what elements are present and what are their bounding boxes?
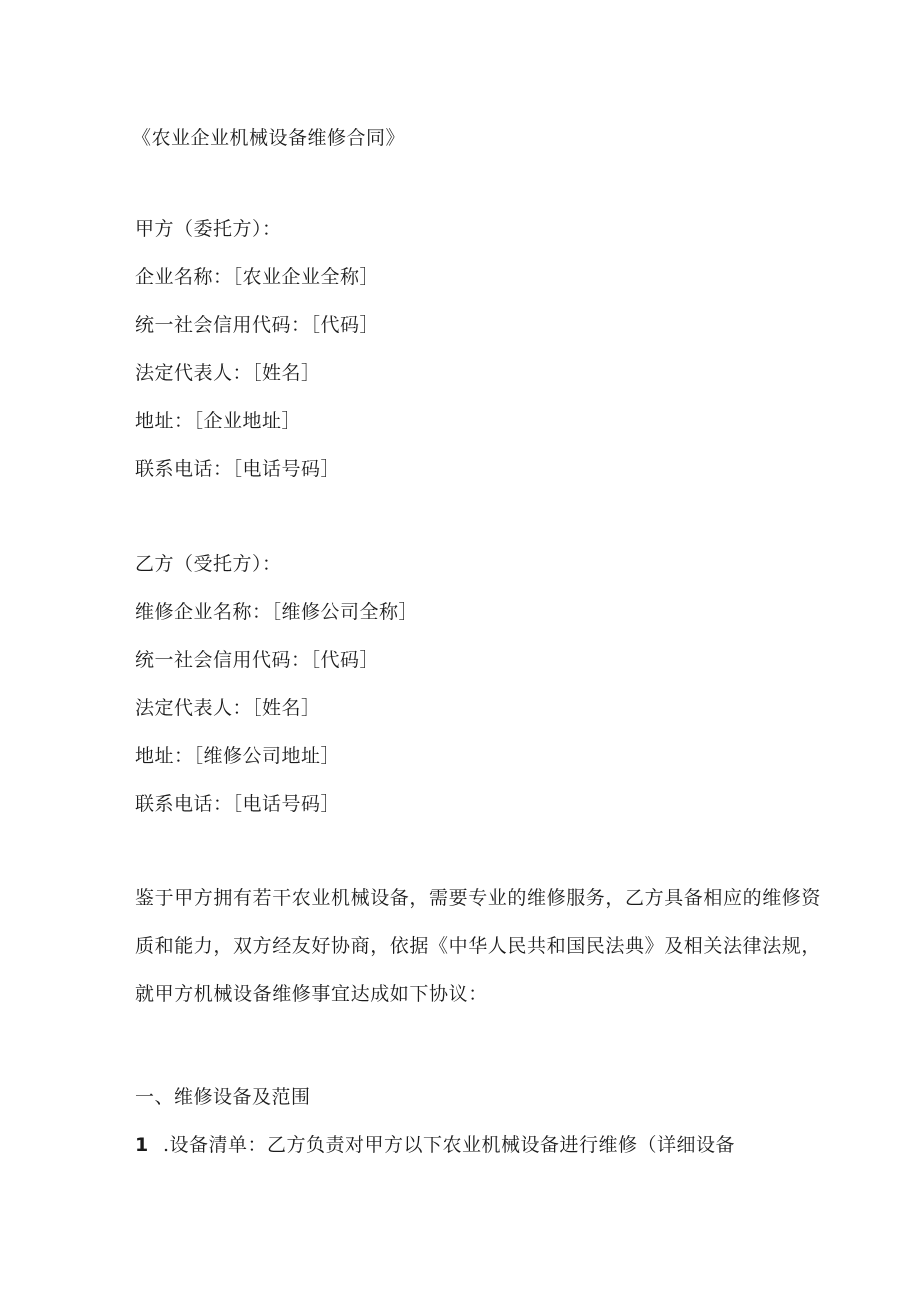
document-title: 《农业企业机械设备维修合同》	[132, 127, 406, 149]
preamble-paragraph	[135, 874, 822, 1018]
party-a-credit-code: 统一社会信用代码：［代码］	[135, 314, 380, 336]
party-b-phone: 联系电话：［电话号码］	[135, 793, 341, 815]
section-heading: 一、维修设备及范围	[135, 1086, 311, 1108]
party-a-heading: 甲方（委托方）：	[135, 218, 282, 240]
party-a-phone: 联系电话：［电话号码］	[135, 458, 341, 480]
preamble-line: 鉴于甲方拥有若干农业机械设备，需要专业的维修服务，乙方具备相应的维修资	[135, 887, 822, 909]
party-a-legal-rep: 法定代表人：［姓名］	[135, 362, 321, 384]
section-item	[135, 1133, 735, 1157]
party-a-company-name: 企业名称：［农业企业全称］	[135, 266, 380, 288]
party-b-company-name: 维修企业名称：［维修公司全称］	[135, 601, 419, 623]
party-a-address: 地址：［企业地址］	[135, 410, 302, 432]
party-b-heading: 乙方（受托方）：	[135, 553, 282, 575]
preamble-line: 就甲方机械设备维修事宜达成如下协议：	[135, 983, 488, 1005]
party-b-address: 地址：［维修公司地址］	[135, 745, 341, 767]
party-b-legal-rep: 法定代表人：［姓名］	[135, 697, 321, 719]
party-b-credit-code: 统一社会信用代码：［代码］	[135, 649, 380, 671]
item-text: .设备清单：乙方负责对甲方以下农业机械设备进行维修（详细设备	[163, 1134, 736, 1156]
item-number: 1	[135, 1134, 149, 1156]
preamble-line: 质和能力，双方经友好协商，依据《中华人民共和国民法典》及相关法律法规，	[135, 935, 822, 957]
